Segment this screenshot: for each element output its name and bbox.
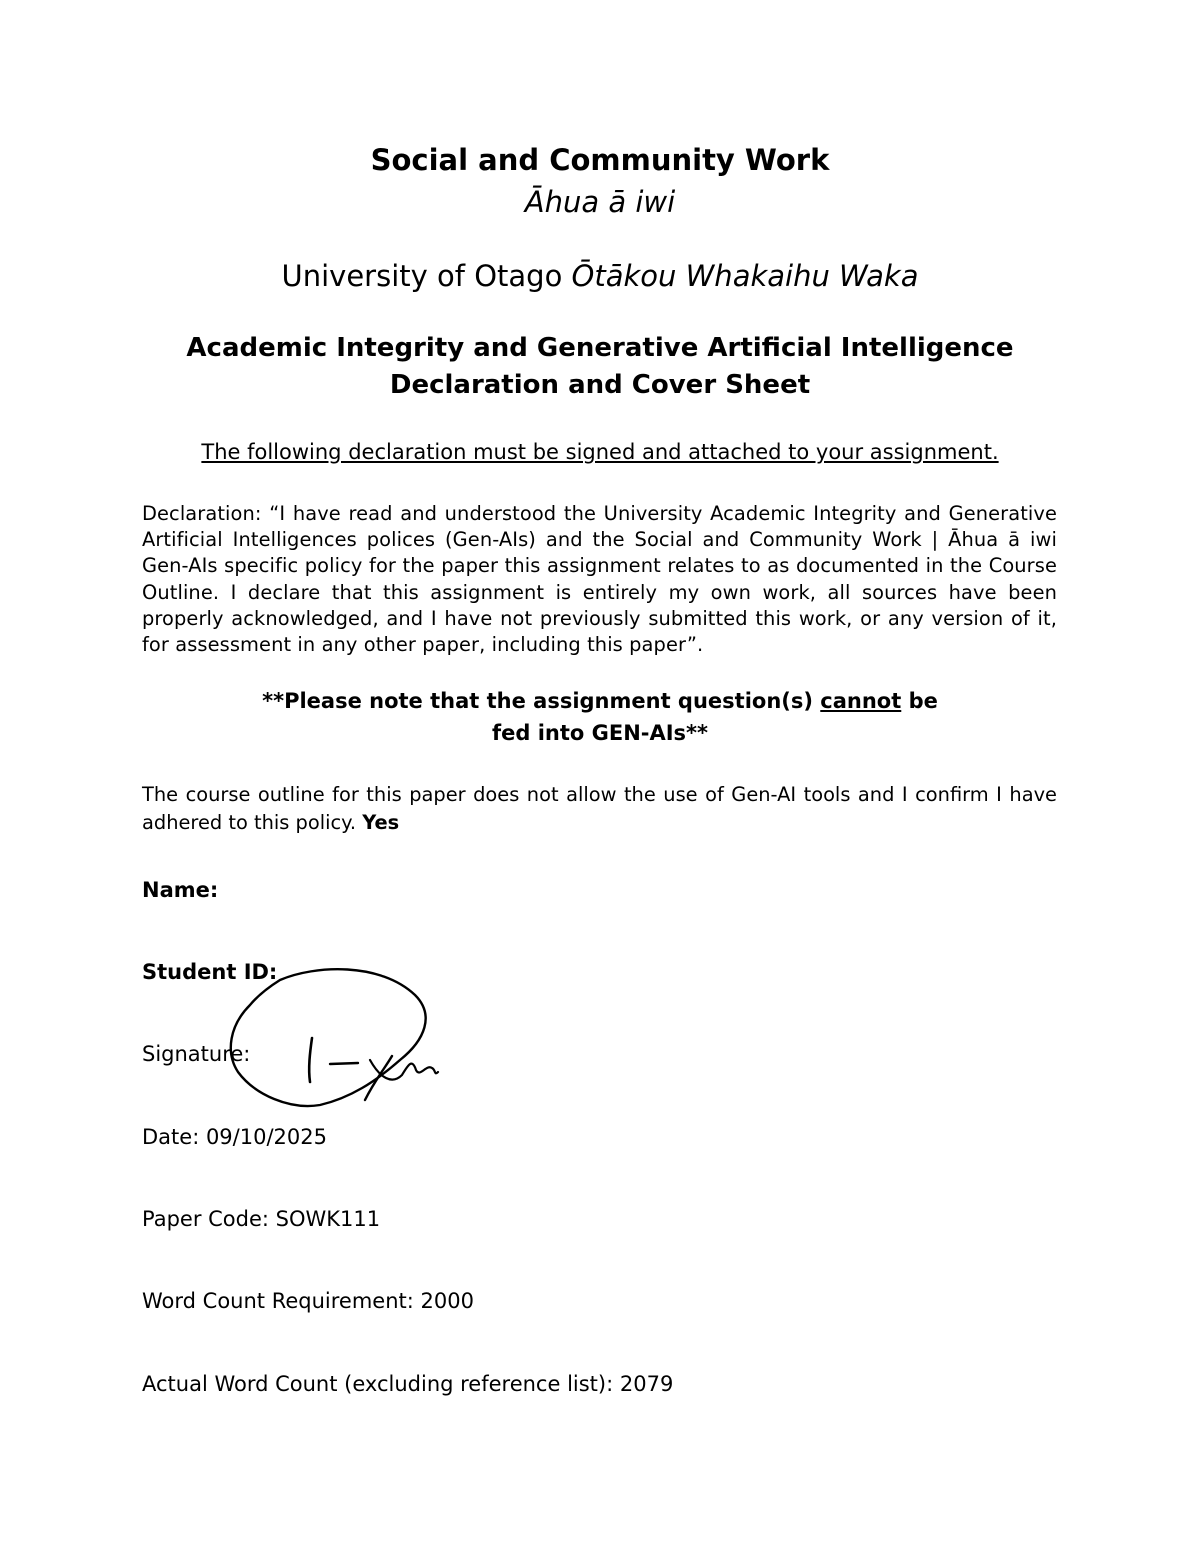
paper-code-field: Paper Code: SOWK111	[142, 1207, 381, 1231]
note-emphasis: cannot	[820, 689, 902, 713]
note-prefix: **Please note that the assignment question(s)	[262, 689, 821, 713]
department-maori-title: Āhua ā iwi	[524, 185, 676, 219]
department-title: Social and Community Work	[370, 143, 830, 177]
actual-word-count-field: Actual Word Count (excluding reference list): 2079	[142, 1372, 674, 1396]
instruction-text: The following declaration must be signed and attached to your assignment.	[201, 440, 999, 464]
declaration-paragraph: Declaration: “I have read and understood the University Academic Integrity and Generative Artificial Intelligences polices (Gen-AIs) and the Social and Community Work | Āhua ā iwi Gen-AIs specific policy for the paper this assignment relates to as documented in the Course Outline. I declare that this assignment is entirely my own work, all sources have been properly acknowledged, and I have not previously submitted this work, or any version of it, for assessment in any other paper, including this paper”.	[142, 502, 1057, 657]
policy-answer: Yes	[362, 811, 400, 834]
handwritten-signature	[220, 960, 450, 1120]
policy-text: The course outline for this paper does not allow the use of Gen-AI tools and I confirm I have adhered to this policy.	[142, 783, 1057, 834]
university-name	[0, 257, 1200, 295]
document-title-line-1: Academic Integrity and Generative Artificial Intelligence	[186, 333, 1014, 363]
gen-ai-note	[260, 685, 940, 749]
university-maori: Ōtākou Whakaihu Waka	[571, 259, 919, 293]
note-suffix: be fed into GEN-AIs**	[491, 689, 938, 745]
student-id-label: Student ID:	[142, 960, 278, 984]
signature-label: Signature:	[142, 1042, 251, 1066]
date-field: Date: 09/10/2025	[142, 1125, 327, 1149]
university-english: University of Otago	[281, 259, 563, 293]
document-title-line-2: Declaration and Cover Sheet	[389, 370, 811, 400]
name-label: Name:	[142, 878, 219, 902]
policy-statement	[142, 781, 1057, 837]
word-count-requirement-field: Word Count Requirement: 2000	[142, 1289, 474, 1313]
